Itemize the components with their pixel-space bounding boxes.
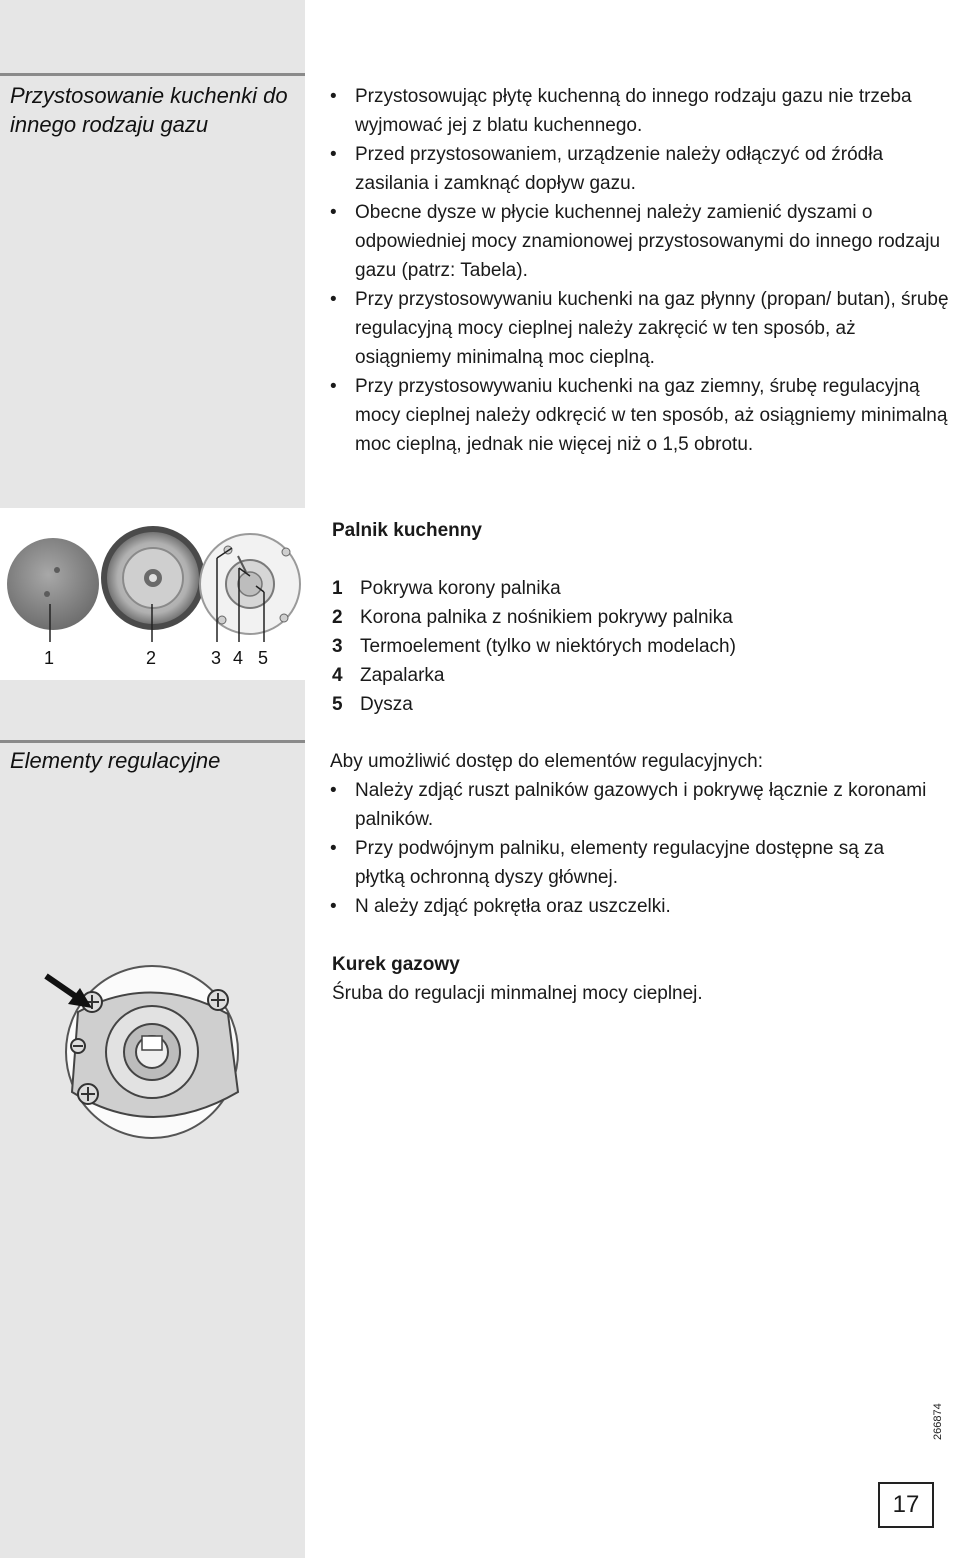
list-item: • Należy zdjąć ruszt palników gazowych i pokrywę łącznie z koronami palników. — [330, 776, 930, 834]
callout-number: 2 — [146, 648, 157, 668]
burner-heading: Palnik kuchenny — [332, 520, 482, 541]
adjustment-list — [330, 776, 930, 921]
part-label: Termoelement (tylko w niektórych modelach) — [360, 636, 736, 657]
burner-illustration — [0, 508, 305, 680]
callout-number: 4 — [233, 648, 244, 668]
burner-parts-svg — [0, 508, 305, 680]
list-item — [332, 661, 736, 690]
part-label: Dysza — [360, 694, 413, 715]
callout-number: 5 — [258, 648, 269, 668]
list-item: • Przystosowując płytę kuchenną do innego rodzaju gazu nie trzeba wyjmować jej z blatu kuchennego. — [330, 82, 950, 140]
arrow-icon — [46, 976, 92, 1008]
gas-tap-illustration — [0, 942, 305, 1158]
list-item: • Przed przystosowaniem, urządzenie należy odłączyć od źródła zasilania i zamknąć dopływ gazu. — [330, 140, 950, 198]
burner-cap-image — [7, 538, 99, 630]
section-title-adjustment-elements: Elementy regulacyjne — [10, 748, 221, 773]
list-item — [332, 690, 736, 719]
callout-number: 1 — [44, 648, 55, 668]
page-number: 17 — [878, 1482, 934, 1528]
list-item — [332, 603, 736, 632]
gas-tap-text: Śruba do regulacji minmalnej mocy cieplnej. — [332, 983, 703, 1004]
document-id: 266874 — [932, 1403, 944, 1440]
list-item: • Przy przystosowywaniu kuchenki na gaz ziemny, śrubę regulacyjną mocy cieplnej należy odkręcić w ten sposób, aż osiągniemy minimalną moc cieplną, jednak nie więcej niż o 1,5 obrotu. — [330, 372, 950, 459]
section-title-gas-conversion: Przystosowanie kuchenki do innego rodzaju gazu — [10, 83, 288, 137]
part-number: 1 — [332, 578, 343, 599]
part-number: 5 — [332, 694, 343, 715]
list-item: • Przy przystosowywaniu kuchenki na gaz płynny (propan/ butan), śrubę regulacyjną mocy cieplnej należy zakręcić w ten sposób, aż osiągniemy minimalną moc cieplną. — [330, 285, 950, 372]
adjustment-intro: Aby umożliwić dostęp do elementów regulacyjnych: — [330, 751, 763, 772]
part-label: Korona palnika z nośnikiem pokrywy palnika — [360, 607, 733, 628]
section-rule — [0, 73, 305, 76]
burner-base-image — [200, 534, 300, 634]
section-rule — [0, 740, 305, 743]
list-item — [332, 574, 736, 603]
gas-tap-svg — [0, 942, 305, 1158]
part-number: 4 — [332, 665, 343, 686]
burner-crown-image — [101, 526, 205, 630]
list-item — [332, 632, 736, 661]
gas-tap-heading: Kurek gazowy — [332, 954, 460, 975]
part-label: Zapalarka — [360, 665, 445, 686]
gas-tap-body-image — [66, 966, 238, 1138]
list-item: • N ależy zdjąć pokrętła oraz uszczelki. — [330, 892, 930, 921]
callout-number: 3 — [211, 648, 222, 668]
part-number: 2 — [332, 607, 343, 628]
part-label: Pokrywa korony palnika — [360, 578, 561, 599]
list-item: • Przy podwójnym palniku, elementy regulacyjne dostępne są za płytką ochronną dyszy głównej. — [330, 834, 930, 892]
left-sidebar — [0, 0, 305, 1558]
list-item: • Obecne dysze w płycie kuchennej należy zamienić dyszami o odpowiedniej mocy znamionowej przystosowanymi do innego rodzaju gazu (patrz: Tabela). — [330, 198, 950, 285]
part-number: 3 — [332, 636, 343, 657]
burner-parts-list — [332, 574, 736, 719]
gas-conversion-list — [330, 82, 950, 459]
